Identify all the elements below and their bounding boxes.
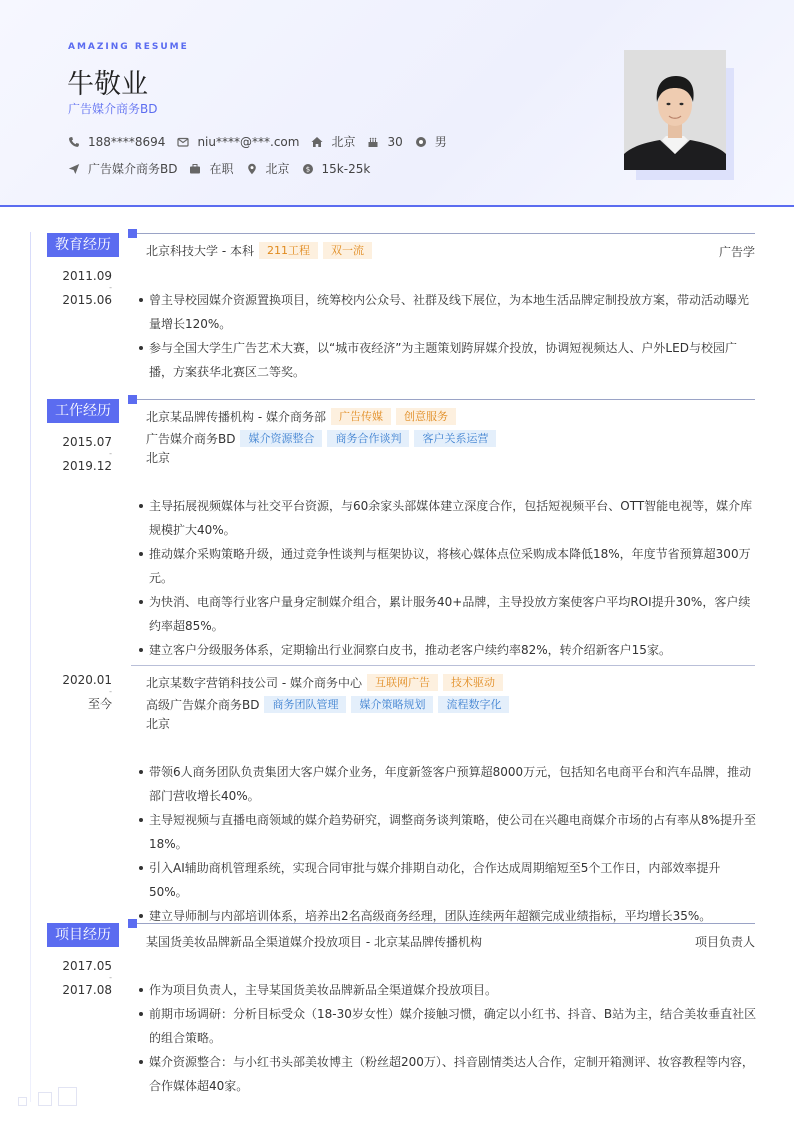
list-item: 主导拓展视频媒体与社交平台资源，与60余家头部媒体建立深度合作，包括短视频平台、OTT智能电视等，媒介库规模扩大40%。 [131, 494, 757, 542]
school-tag: 双一流 [323, 242, 372, 259]
salary-item [302, 162, 371, 176]
list-item: 主导短视频与直播电商领域的媒介趋势研究，调整商务谈判策略，使公司在兴趣电商媒介市场的占有率从8%提升至18%。 [131, 808, 757, 856]
gender-item [415, 133, 447, 150]
company-line [146, 674, 503, 691]
project-bullets [131, 978, 757, 1098]
skill-tag: 商务合作谈判 [327, 430, 409, 447]
contact-info-row [68, 133, 459, 150]
project-name: 某国货美妆品牌新品全渠道媒介投放项目 - 北京某品牌传播机构 [146, 935, 482, 949]
list-item: 带领6人商务团队负责集团大客户媒介业务，年度新签客户预算超8000万元，包括知名电商平台和汽车品牌，推动部门营收增长40%。 [131, 760, 757, 808]
company-tag: 互联网广告 [367, 674, 438, 691]
date-start: 2015.07 [62, 435, 112, 449]
position-line [146, 696, 509, 713]
work-bullets [131, 494, 757, 662]
mail-icon [177, 136, 189, 148]
list-item: 参与全国大学生广告艺术大赛，以“城市夜经济”为主题策划跨屏媒介投放，协调短视频达人、户外LED与校园广播，方案获华北赛区二等奖。 [131, 336, 757, 384]
section-marker [128, 919, 137, 928]
residence-text: 北京 [331, 135, 356, 149]
target-job-text: 广告媒介商务BD [88, 162, 178, 176]
gender-text: 男 [434, 135, 447, 149]
target-city-text: 北京 [265, 162, 290, 176]
email-text: niu****@***.com [197, 134, 300, 149]
work-location: 北京 [146, 717, 171, 731]
date-end: 2015.06 [62, 293, 112, 307]
target-city-item [246, 160, 290, 177]
school-name: 北京科技大学 - 本科 [146, 244, 254, 258]
list-item: 作为项目负责人，主导某国货美妆品牌新品全渠道媒介投放项目。 [131, 978, 757, 1002]
education-date: 2011.09 - 2015.06 [40, 264, 112, 312]
date-start: 2020.01 [62, 673, 112, 687]
position-name: 广告媒介商务BD [146, 432, 236, 446]
section-marker [128, 229, 137, 238]
date-end: 至今 [87, 697, 112, 711]
age-text: 30 [387, 134, 403, 149]
location-pin-icon [246, 163, 258, 175]
profile-photo [624, 50, 726, 170]
section-title-work: 工作经历 [47, 399, 119, 423]
section-divider [137, 923, 755, 924]
list-item: 建立导师制与内部培训体系，培养出2名高级商务经理，团队连续两年超额完成业绩指标，平均增长35%。 [131, 904, 757, 928]
gender-icon [415, 136, 427, 148]
date-end: 2017.08 [62, 983, 112, 997]
list-item: 引入AI辅助商机管理系统，实现合同审批与媒介排期自动化，合作达成周期缩短至5个工作日，内部效率提升50%。 [131, 856, 757, 904]
project-date: 2017.05 - 2017.08 [40, 954, 112, 1002]
section-divider [137, 233, 755, 234]
project-role: 项目负责人 [694, 935, 755, 949]
list-item: 曾主导校园媒介资源置换项目，统筹校内公众号、社群及线下展位，为本地生活品牌定制投放方案，带动活动曝光量增长120%。 [131, 288, 757, 336]
section-title-education: 教育经历 [47, 233, 119, 257]
phone-text: 188****8694 [88, 134, 166, 149]
list-item: 媒介资源整合：与小红书头部美妆博主（粉丝超200万）、抖音剧情类达人合作，定制开箱测评、妆容教程等内容，合作媒体超40家。 [131, 1050, 757, 1098]
list-item: 前期市场调研：分析目标受众（18-30岁女性）媒介接触习惯，确定以小红书、抖音、B站为主，结合美妆垂直社区的组合策略。 [131, 1002, 757, 1050]
phone-item [68, 135, 165, 149]
age-item [367, 135, 402, 149]
company-line [146, 408, 456, 425]
resume-header [0, 0, 794, 207]
work-date: 2020.01 - 至今 [40, 668, 112, 716]
email-item [177, 135, 299, 149]
company-tag: 广告传媒 [331, 408, 391, 425]
company-name: 北京某数字营销科技公司 - 媒介商务中心 [146, 676, 362, 690]
briefcase-icon [189, 163, 201, 175]
cake-icon [367, 136, 379, 148]
job-info-row [68, 160, 382, 177]
work-date: 2015.07 - 2019.12 [40, 430, 112, 478]
project-title [146, 933, 482, 950]
salary-text: 15k-25k [321, 161, 371, 176]
skill-tag: 媒介策略规划 [351, 696, 433, 713]
position-name: 高级广告媒介商务BD [146, 698, 260, 712]
work-location: 北京 [146, 451, 171, 465]
salary-icon [302, 163, 314, 175]
skill-tag: 客户关系运营 [414, 430, 496, 447]
list-item: 建立客户分级服务体系，定期输出行业洞察白皮书，推动老客户续约率82%，转介绍新客户15家。 [131, 638, 757, 662]
svg-text:$: $ [305, 165, 310, 174]
candidate-name: 牛敬业 [67, 69, 148, 100]
position-line [146, 430, 496, 447]
skill-tag: 商务团队管理 [264, 696, 346, 713]
list-item: 推动媒介采购策略升级，通过竞争性谈判与框架协议，将核心媒体点位采购成本降低18%，年度节省预算超300万元。 [131, 542, 757, 590]
date-start: 2017.05 [62, 959, 112, 973]
date-end: 2019.12 [62, 459, 112, 473]
work-bullets [131, 760, 757, 928]
date-start: 2011.09 [62, 269, 112, 283]
company-name: 北京某品牌传播机构 - 媒介商务部 [146, 410, 326, 424]
school-tag: 211工程 [259, 242, 318, 259]
corner-decoration [38, 1092, 52, 1106]
corner-decoration [18, 1097, 27, 1106]
status-item [189, 160, 233, 177]
section-title-project: 项目经历 [47, 923, 119, 947]
education-title [146, 242, 372, 259]
skill-tag: 媒介资源整合 [240, 430, 322, 447]
send-icon [68, 163, 80, 175]
timeline-line [30, 232, 31, 1102]
skill-tag: 流程数字化 [438, 696, 509, 713]
brand-label: AMAZING RESUME [68, 42, 189, 52]
list-item: 为快消、电商等行业客户量身定制媒介组合，累计服务40+品牌，主导投放方案使客户平均ROI提升30%，客户续约率超85%。 [131, 590, 757, 638]
section-marker [128, 395, 137, 404]
education-bullets [131, 288, 757, 384]
company-tag: 创意服务 [396, 408, 456, 425]
section-divider [137, 399, 755, 400]
phone-icon [68, 136, 80, 148]
job-intention: 广告媒介商务BD [68, 102, 158, 116]
major: 广告学 [718, 245, 755, 259]
entry-divider [131, 665, 755, 666]
corner-decoration [58, 1087, 77, 1106]
company-tag: 技术驱动 [443, 674, 503, 691]
residence-item [311, 133, 355, 150]
home-icon [311, 136, 323, 148]
status-text: 在职 [209, 162, 234, 176]
target-job-item [68, 160, 177, 177]
